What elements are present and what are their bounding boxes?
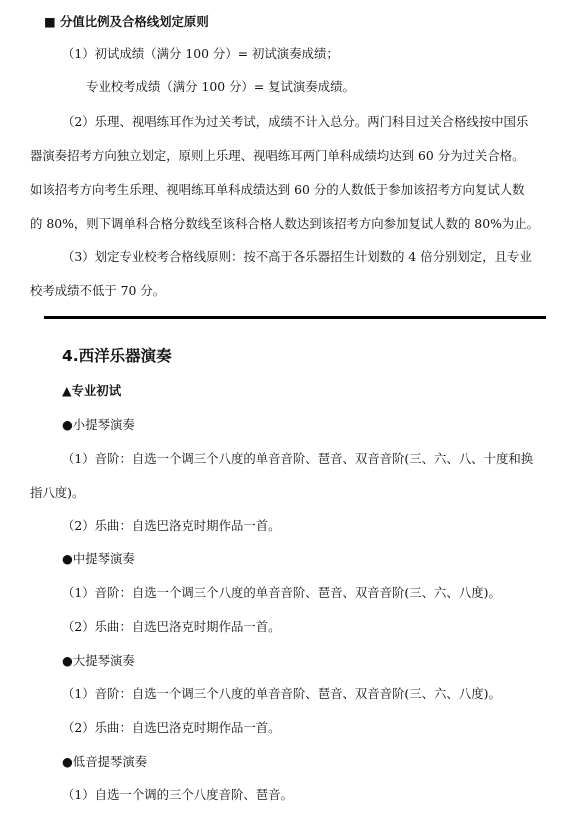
section-divider: [44, 316, 546, 319]
list-item: （1）音阶：自选一个调三个八度的单音音阶、琶音、双音音阶(三、六、八度)。: [62, 686, 501, 701]
section-heading: ■ 分值比例及合格线划定原则: [44, 14, 209, 29]
paragraph-line: （2）乐理、视唱练耳作为过关考试，成绩不计入总分。两门科目过关合格线按中国乐: [62, 114, 529, 129]
chapter-title: 4.西洋乐器演奏: [62, 347, 172, 365]
paragraph-line: 专业校考成绩（满分 100 分）= 复试演奏成绩。: [86, 79, 355, 94]
paragraph-line: 校考成绩不低于 70 分。: [30, 283, 166, 298]
list-item: （1）音阶：自选一个调三个八度的单音音阶、琶音、双音音阶(三、六、八度)。: [62, 585, 501, 600]
list-item: 指八度)。: [30, 485, 85, 500]
list-item: （2）乐曲：自选巴洛克时期作品一首。: [62, 619, 281, 634]
list-item: （2）乐曲：自选巴洛克时期作品一首。: [62, 518, 281, 533]
paragraph-line: 的 80%，则下调单科合格分数线至该科合格人数达到该招考方向参加复试人数的 80%为止。: [30, 216, 540, 231]
list-item: （2）乐曲：自选巴洛克时期作品一首。: [62, 720, 281, 735]
instrument-heading: ●低音提琴演奏: [62, 754, 148, 769]
paragraph-line: 如该招考方向考生乐理、视唱练耳单科成绩达到 60 分的人数低于参加该招考方向复试人数: [30, 182, 525, 197]
sub-heading: ▲专业初试: [62, 383, 122, 398]
instrument-heading: ●小提琴演奏: [62, 417, 135, 432]
paragraph-line: （1）初试成绩（满分 100 分）= 初试演奏成绩；: [62, 46, 339, 61]
instrument-heading: ●大提琴演奏: [62, 653, 135, 668]
list-item: （1）音阶：自选一个调三个八度的单音音阶、琶音、双音音阶(三、六、八、十度和换: [62, 451, 534, 466]
list-item: （1）自选一个调的三个八度音阶、琶音。: [62, 787, 293, 802]
instrument-heading: ●中提琴演奏: [62, 551, 135, 566]
paragraph-line: 器演奏招考方向独立划定，原则上乐理、视唱练耳两门单科成绩均达到 60 分为过关合格。: [30, 148, 525, 163]
paragraph-line: （3）划定专业校考合格线原则：按不高于各乐器招生计划数的 4 倍分别划定，且专业: [62, 249, 532, 264]
